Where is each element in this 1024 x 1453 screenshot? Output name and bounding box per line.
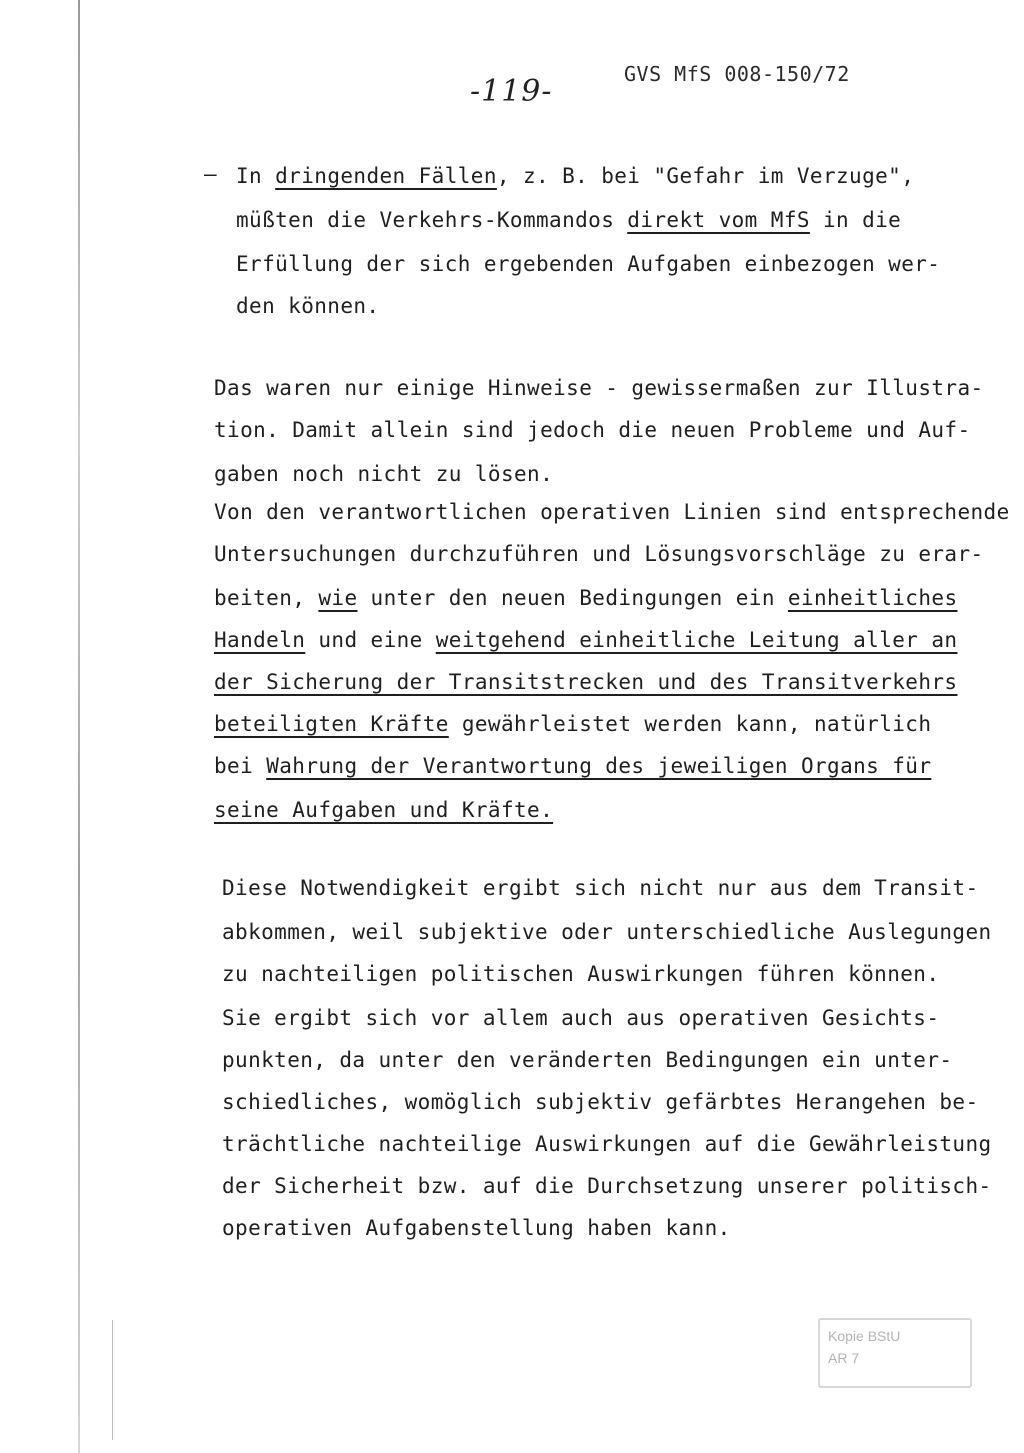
text-line	[214, 416, 971, 444]
text-line	[222, 1214, 731, 1242]
text-line	[214, 752, 931, 780]
underlined-text: Wahrung der Verantwortung des jeweiligen Organs für	[266, 754, 932, 778]
text-segment: unter den neuen Bedingungen ein	[357, 586, 788, 610]
text-segment: Diese Notwendigkeit ergibt sich nicht nur aus dem Transit-	[222, 876, 979, 900]
scan-edge-line	[78, 0, 80, 1453]
text-line	[236, 206, 901, 234]
text-segment: , z. B. bei "Gefahr im Verzuge",	[496, 164, 915, 188]
underlined-text: seine Aufgaben und Kräfte.	[214, 798, 554, 822]
text-segment: den können.	[236, 294, 380, 318]
text-line	[222, 1004, 939, 1032]
text-segment: Sie ergibt sich vor allem auch aus operativen Gesichts-	[222, 1006, 940, 1030]
document-reference: GVS MfS 008-150/72	[624, 62, 850, 86]
text-segment: Untersuchungen durchzuführen und Lösungsvorschläge zu erar-	[214, 542, 984, 566]
text-line	[214, 584, 957, 612]
text-line	[222, 1130, 992, 1158]
stamp-line-2: AR 7	[828, 1350, 860, 1366]
text-segment: abkommen, weil subjektive oder unterschiedliche Auslegungen	[222, 920, 992, 944]
text-segment: trächtliche nachteilige Auswirkungen auf die Gewährleistung	[222, 1132, 992, 1156]
bullet-dash: –	[204, 162, 217, 186]
text-segment: Erfüllung der sich ergebenden Aufgaben einbezogen wer-	[236, 252, 941, 276]
underlined-text: wie	[318, 586, 358, 610]
text-line	[222, 874, 979, 902]
underlined-text: direkt vom MfS	[627, 208, 810, 232]
text-segment: bei	[214, 754, 267, 778]
text-line	[222, 1172, 992, 1200]
underlined-text: weitgehend einheitliche Leitung aller an	[435, 628, 958, 652]
text-line	[214, 796, 553, 824]
archive-stamp	[818, 1318, 972, 1388]
text-line	[214, 668, 957, 696]
underlined-text: einheitliches	[787, 586, 958, 610]
underlined-text: Handeln	[214, 628, 306, 652]
text-line	[222, 918, 992, 946]
text-segment: tion. Damit allein sind jedoch die neuen Probleme und Auf-	[214, 418, 971, 442]
text-segment: schiedliches, womöglich subjektiv gefärbtes Herangehen be-	[222, 1090, 979, 1114]
text-segment: in die	[809, 208, 902, 232]
text-segment: operativen Aufgabenstellung haben kann.	[222, 1216, 731, 1240]
text-line	[222, 960, 939, 988]
text-line	[236, 250, 940, 278]
underlined-text: dringenden Fällen	[275, 164, 497, 188]
text-segment: gaben noch nicht zu lösen.	[214, 462, 554, 486]
text-line	[214, 498, 1010, 526]
scan-edge-mark	[112, 1320, 113, 1440]
text-segment: und eine	[305, 628, 436, 652]
text-segment: In	[236, 164, 276, 188]
text-line	[214, 374, 984, 402]
text-segment: punkten, da unter den veränderten Bedingungen ein unter-	[222, 1048, 953, 1072]
text-line	[214, 626, 957, 654]
underlined-text: der Sicherung der Transitstrecken und des Transitverkehrs	[214, 670, 958, 694]
text-segment: Von den verantwortlichen operativen Linien sind entsprechende	[214, 500, 1010, 524]
text-segment: gewährleistet werden kann, natürlich	[448, 712, 932, 736]
text-segment: zu nachteiligen politischen Auswirkungen führen können.	[222, 962, 940, 986]
text-segment: müßten die Verkehrs-Kommandos	[236, 208, 628, 232]
underlined-text: beteiligten Kräfte	[214, 712, 449, 736]
page-number: -119-	[470, 74, 553, 109]
stamp-line-1: Kopie BStU	[828, 1328, 901, 1344]
text-line	[236, 292, 379, 320]
text-segment: Das waren nur einige Hinweise - gewissermaßen zur Illustra-	[214, 376, 984, 400]
text-line	[236, 162, 914, 190]
text-line	[214, 460, 553, 488]
text-line	[214, 540, 984, 568]
text-segment: beiten,	[214, 586, 319, 610]
text-line	[222, 1046, 952, 1074]
text-line	[214, 710, 931, 738]
text-segment: der Sicherheit bzw. auf die Durchsetzung unserer politisch-	[222, 1174, 992, 1198]
text-line	[222, 1088, 979, 1116]
